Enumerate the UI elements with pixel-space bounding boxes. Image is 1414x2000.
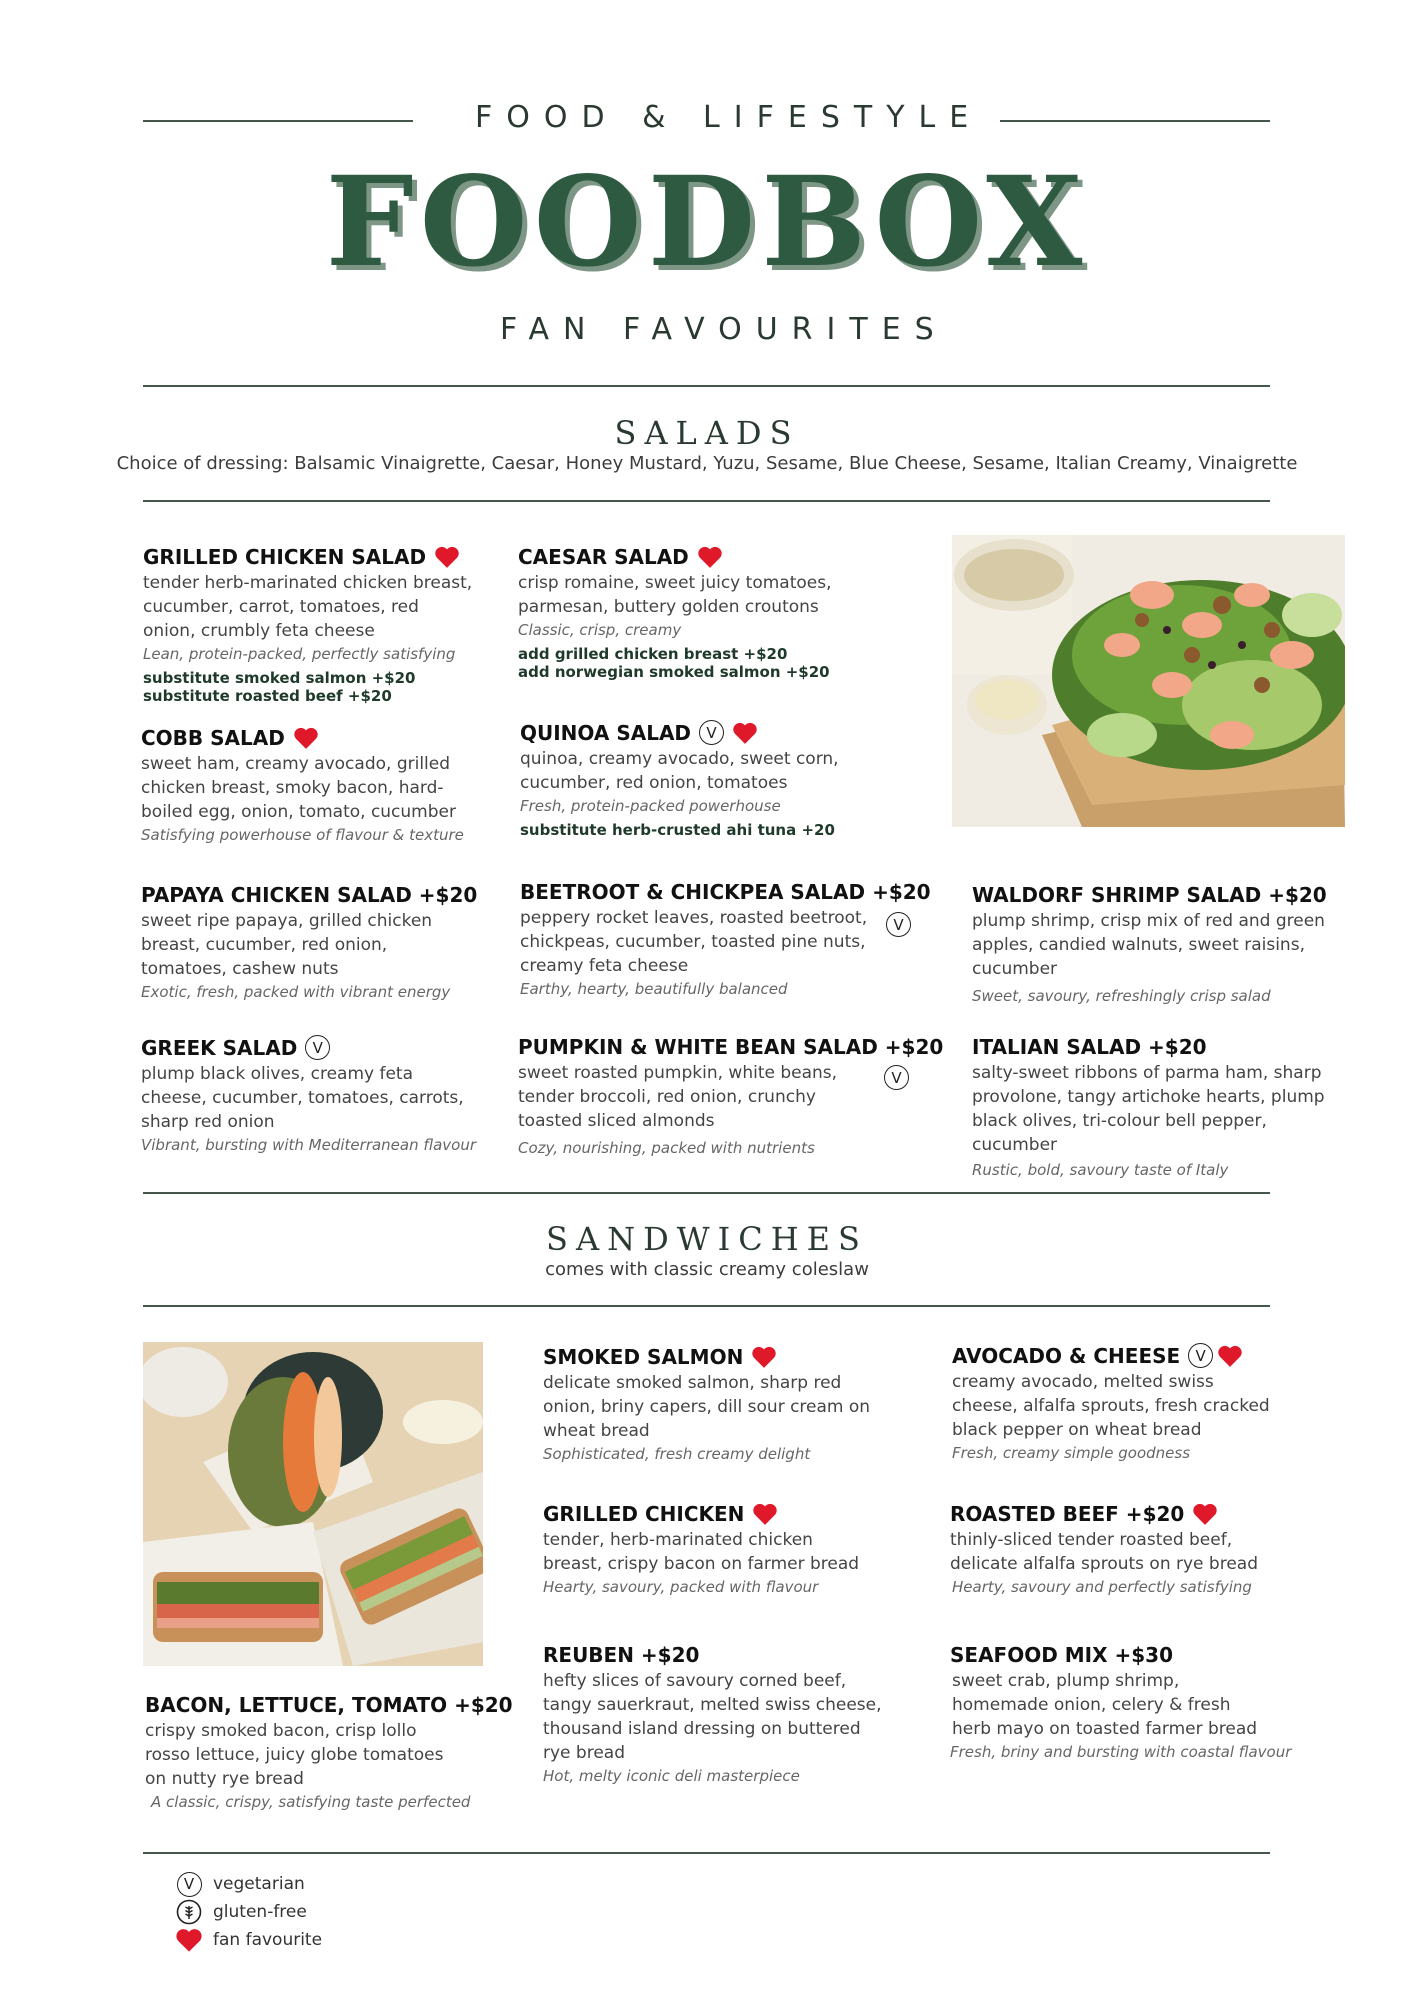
header-divider — [143, 385, 1270, 387]
item-name: GREEK SALAD — [141, 1035, 298, 1060]
item-name: SEAFOOD MIX +$30 — [950, 1643, 1174, 1667]
sandwiches-divider — [143, 1305, 1270, 1307]
menu-item-cobb-salad — [141, 726, 476, 846]
item-tagline: Exotic, fresh, packed with vibrant energy — [141, 983, 451, 1001]
salads-divider — [143, 500, 1270, 502]
menu-item-reuben — [543, 1643, 893, 1787]
footer-divider — [143, 1852, 1270, 1854]
item-tagline: Fresh, briny and bursting with coastal flavour — [950, 1743, 1292, 1761]
heart-icon — [732, 721, 758, 745]
item-description: tender herb-marinated chicken breast, cucumber, carrot, tomatoes, red onion, crumbly feta cheese — [143, 573, 473, 641]
item-option: substitute roasted beef +$20 — [143, 687, 392, 705]
menu-item-papaya-chicken-salad — [141, 883, 478, 1003]
item-description: delicate smoked salmon, sharp red onion, briny capers, dill sour cream on wheat bread — [543, 1373, 871, 1441]
item-tagline: Cozy, nourishing, packed with nutrients — [518, 1139, 815, 1157]
item-name: COBB SALAD — [141, 726, 285, 750]
item-name: PAPAYA CHICKEN SALAD +$20 — [141, 883, 478, 907]
item-name: ITALIAN SALAD +$20 — [972, 1035, 1207, 1059]
legend-vegetarian — [175, 1870, 322, 1898]
header-rule-left — [143, 120, 413, 122]
legend-label: fan favourite — [213, 1930, 323, 1950]
vegetarian-icon: V — [886, 912, 911, 937]
item-option: add grilled chicken breast +$20 — [518, 645, 788, 663]
item-tagline: Classic, crisp, creamy — [518, 621, 682, 639]
item-description: peppery rocket leaves, roasted beetroot, chickpeas, cucumber, toasted pine nuts, creamy feta cheese — [520, 908, 868, 976]
heart-icon — [1217, 1344, 1243, 1368]
menu-item-avocado-cheese — [952, 1343, 1292, 1464]
item-description: sweet crab, plump shrimp, homemade onion, celery & fresh herb mayo on toasted farmer bread — [952, 1671, 1258, 1739]
legend-gluten-free — [175, 1898, 322, 1926]
sandwich-photo — [143, 1342, 483, 1666]
item-description: thinly-sliced tender roasted beef, delicate alfalfa sprouts on rye bread — [950, 1530, 1258, 1574]
brand-logo: FOODBOX — [325, 150, 1089, 295]
item-description: creamy avocado, melted swiss cheese, alfalfa sprouts, fresh cracked black pepper on wheat bread — [952, 1372, 1270, 1440]
item-option: add norwegian smoked salmon +$20 — [518, 663, 830, 681]
item-description: salty-sweet ribbons of parma ham, sharp provolone, tangy artichoke hearts, plump black olives, tri-colour bell pepper, cucumber — [972, 1063, 1325, 1155]
menu-item-greek-salad — [141, 1035, 481, 1156]
heart-icon — [293, 726, 319, 750]
item-name: BEETROOT & CHICKPEA SALAD +$20 — [520, 880, 931, 904]
item-tagline: Hot, melty iconic deli masterpiece — [543, 1767, 800, 1785]
menu-item-grilled-chicken-salad — [143, 545, 473, 705]
vegetarian-icon: V — [699, 720, 724, 745]
header-subtitle: FAN FAVOURITES — [500, 312, 948, 347]
menu-item-quinoa-salad — [520, 720, 850, 839]
item-name: QUINOA SALAD — [520, 720, 692, 745]
item-tagline: Earthy, hearty, beautifully balanced — [520, 980, 788, 998]
item-name: GRILLED CHICKEN — [543, 1502, 745, 1526]
heart-icon — [175, 1927, 203, 1953]
item-name: ROASTED BEEF +$20 — [950, 1502, 1185, 1526]
item-name: GRILLED CHICKEN SALAD — [143, 545, 427, 569]
item-description: hefty slices of savoury corned beef, tangy sauerkraut, melted swiss cheese, thousand island dressing on buttered rye bread — [543, 1671, 882, 1763]
menu-item-grilled-chicken-sandwich — [543, 1502, 883, 1598]
salads-dressing-note: Choice of dressing: Balsamic Vinaigrette, Caesar, Honey Mustard, Yuzu, Sesame, Blue Cheese, Sesame, Italian Creamy, Vinaigrette — [116, 453, 1298, 474]
salads-title: SALADS — [614, 414, 800, 452]
menu-item-pumpkin-white-bean-salad — [518, 1035, 944, 1159]
item-tagline: Sweet, savoury, refreshingly crisp salad — [972, 987, 1271, 1005]
item-option: substitute smoked salmon +$20 — [143, 669, 416, 687]
heart-icon — [1192, 1502, 1218, 1526]
sandwiches-title: SANDWICHES — [546, 1220, 868, 1258]
heart-icon — [697, 545, 723, 569]
gluten-free-icon — [175, 1899, 203, 1925]
item-name: BACON, LETTUCE, TOMATO +$20 — [145, 1693, 513, 1717]
item-name: SMOKED SALMON — [543, 1345, 744, 1369]
vegetarian-icon: V — [884, 1065, 909, 1090]
item-tagline: Vibrant, bursting with Mediterranean flavour — [141, 1136, 476, 1154]
menu-item-beetroot-chickpea-salad — [520, 880, 931, 1000]
item-name: AVOCADO & CHEESE — [952, 1343, 1181, 1368]
menu-item-italian-salad — [972, 1035, 1357, 1181]
header-rule-right — [1000, 120, 1270, 122]
item-description: crispy smoked bacon, crisp lollo rosso lettuce, juicy globe tomatoes on nutty rye bread — [145, 1721, 444, 1789]
item-description: sweet ripe papaya, grilled chicken breast, cucumber, red onion, tomatoes, cashew nuts — [141, 911, 433, 979]
item-tagline: Hearty, savoury and perfectly satisfying — [952, 1578, 1252, 1596]
item-description: plump black olives, creamy feta cheese, cucumber, tomatoes, carrots, sharp red onion — [141, 1064, 464, 1132]
legend-label: gluten-free — [213, 1902, 307, 1922]
item-tagline: Rustic, bold, savoury taste of Italy — [972, 1161, 1229, 1179]
item-name: WALDORF SHRIMP SALAD +$20 — [972, 883, 1327, 907]
header-kicker: FOOD & LIFESTYLE — [475, 100, 983, 135]
salad-photo — [952, 535, 1345, 827]
vegetarian-icon: V — [1188, 1343, 1213, 1368]
menu-item-roasted-beef — [950, 1502, 1290, 1598]
item-tagline: Satisfying powerhouse of flavour & texture — [141, 826, 464, 844]
sandwiches-note: comes with classic creamy coleslaw — [545, 1259, 869, 1280]
item-tagline: Sophisticated, fresh creamy delight — [543, 1445, 811, 1463]
heart-icon — [752, 1502, 778, 1526]
item-name: REUBEN +$20 — [543, 1643, 700, 1667]
item-description: tender, herb-marinated chicken breast, crispy bacon on farmer bread — [543, 1530, 860, 1574]
salads-bottom-divider — [143, 1192, 1270, 1194]
legend-label: vegetarian — [213, 1874, 305, 1894]
heart-icon — [434, 545, 460, 569]
legend-fan-favourite — [175, 1926, 322, 1954]
menu-item-caesar-salad — [518, 545, 848, 681]
item-tagline: Lean, protein-packed, perfectly satisfying — [143, 645, 456, 663]
item-tagline: Hearty, savoury, packed with flavour — [543, 1578, 819, 1596]
item-name: CAESAR SALAD — [518, 545, 689, 569]
item-tagline: Fresh, creamy simple goodness — [952, 1444, 1191, 1462]
item-tagline: A classic, crispy, satisfying taste perfected — [151, 1793, 471, 1811]
item-description: crisp romaine, sweet juicy tomatoes, parmesan, buttery golden croutons — [518, 573, 832, 617]
vegetarian-icon: V — [177, 1872, 202, 1897]
menu-item-seafood-mix — [950, 1643, 1305, 1763]
item-description: sweet ham, creamy avocado, grilled chicken breast, smoky bacon, hard-boiled egg, onion, tomato, cucumber — [141, 754, 456, 822]
item-description: quinoa, creamy avocado, sweet corn, cucumber, red onion, tomatoes — [520, 749, 839, 793]
legend — [175, 1870, 322, 1954]
vegetarian-icon: V — [305, 1035, 330, 1060]
menu-item-smoked-salmon — [543, 1345, 883, 1465]
heart-icon — [751, 1345, 777, 1369]
item-tagline: Fresh, protein-packed powerhouse — [520, 797, 781, 815]
item-description: plump shrimp, crisp mix of red and green apples, candied walnuts, sweet raisins, cucumber — [972, 911, 1325, 979]
item-option: substitute herb-crusted ahi tuna +20 — [520, 821, 835, 839]
menu-item-waldorf-shrimp-salad — [972, 883, 1332, 1007]
item-name: PUMPKIN & WHITE BEAN SALAD +$20 — [518, 1035, 944, 1059]
item-description: sweet roasted pumpkin, white beans, tender broccoli, red onion, crunchy toasted sliced almonds — [518, 1063, 838, 1131]
menu-item-blt — [145, 1693, 513, 1813]
